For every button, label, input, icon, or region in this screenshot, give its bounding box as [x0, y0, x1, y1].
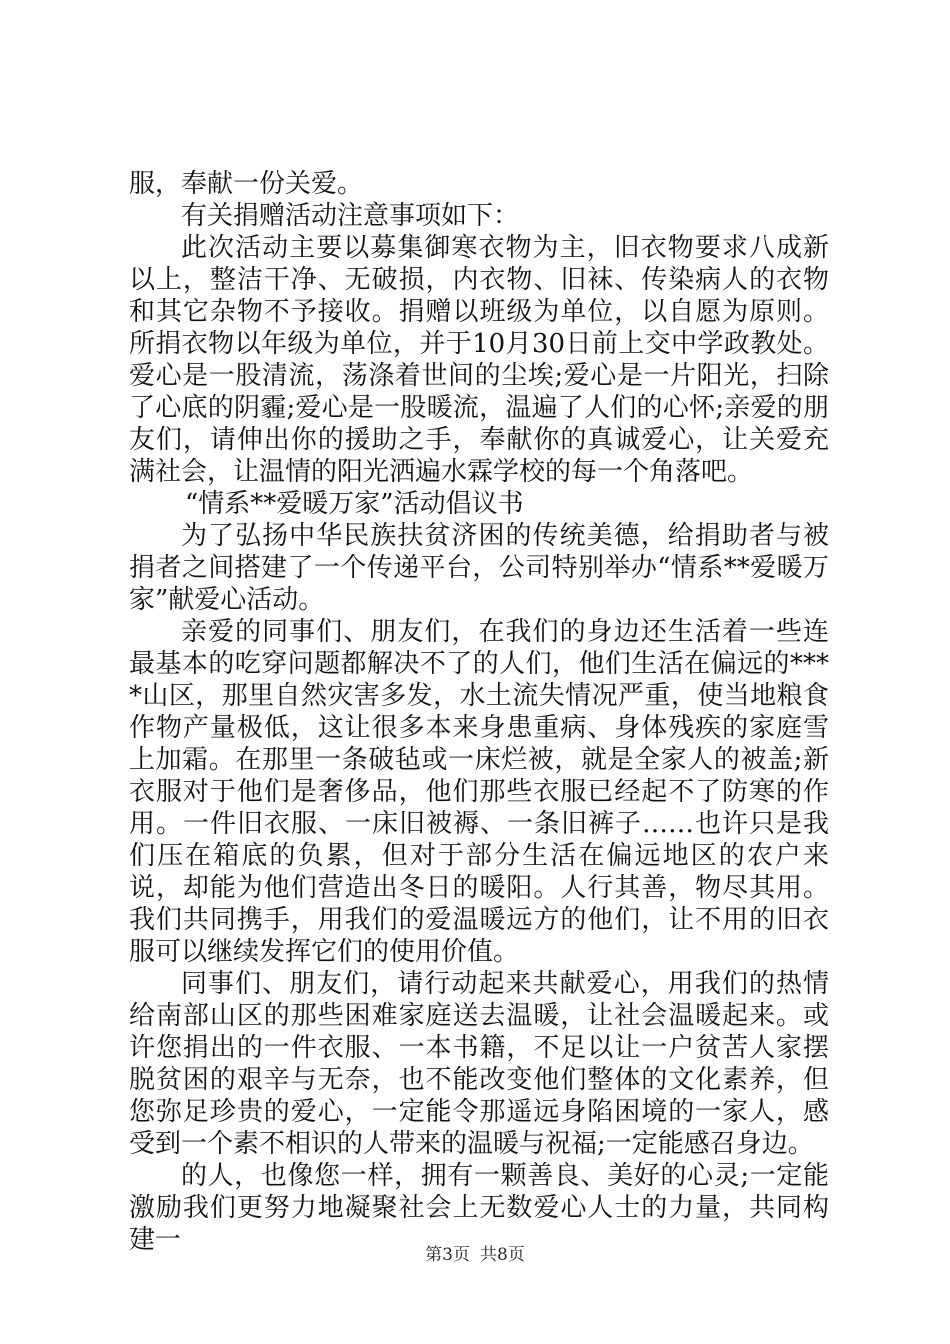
- paragraph-purpose: 为了弘扬中华民族扶贫济困的传统美德，给捐助者与被捐者之间搭建了一个传递平台，公司特别举办“情系**爱暖万家”献爱心活动。: [129, 521, 829, 615]
- page-total: 共8页: [480, 1245, 525, 1265]
- paragraph-closing: 的人，也像您一样，拥有一颗善良、美好的心灵;一定能激励我们更努力地凝聚社会上无数爱心人士的力量，共同构建一: [129, 1161, 829, 1255]
- paragraph-appeal: 亲爱的同事们、朋友们，在我们的身边还生活着一些连最基本的吃穿问题都解决不了的人们，他们生活在偏远的****山区，那里自然灾害多发，水土流失情况严重，使当地粮食作物产量极低，这让很多本来身患重病、身体残疾的家庭雪上加霜。在那里一条破毡或一床烂被，就是全家人的被盖;新衣服对于他们是奢侈品，他们那些衣服已经起不了防寒的作用。一件旧衣服、一床旧被褥、一条旧裤子……也许只是我们压在箱底的负累，但对于部分生活在偏远地区的农户来说，却能为他们营造出冬日的暖阳。人行其善，物尽其用。我们共同携手，用我们的爱温暖远方的他们，让不用的旧衣服可以继续发挥它们的使用价值。: [129, 617, 829, 967]
- paragraph-donation-rules: 此次活动主要以募集御寒衣物为主，旧衣物要求八成新以上，整洁干净、无破损，内衣物、旧袜、传染病人的衣物和其它杂物不予接收。捐赠以班级为单位，以自愿为原则。所捐衣物以年级为单位，并于10月30日前上交中学政教处。爱心是一股清流，荡涤着世间的尘埃;爱心是一片阳光，扫除了心底的阴霾;爱心是一股暖流，温遍了人们的心怀;亲爱的朋友们，请伸出你的援助之手，奉献你的真诚爱心，让关爱充满社会，让温情的阳光洒遍水霖学校的每一个角落吧。: [129, 233, 829, 487]
- paragraph-notes-heading: 有关捐赠活动注意事项如下：: [181, 201, 520, 231]
- page-number: 第3页: [425, 1245, 470, 1265]
- paragraph-call-to-action: 同事们、朋友们，请行动起来共献爱心，用我们的热情给南部山区的那些困难家庭送去温暖，让社会温暖起来。或许您捐出的一件衣服、一本书籍，不足以让一户贫苦人家摆脱贫困的艰辛与无奈，也不能改变他们整体的文化素养，但您弥足珍贵的爱心，一定能令那遥远身陷困境的一家人，感受到一个素不相识的人带来的温暖与祝福;一定能感召身边。: [129, 969, 829, 1159]
- paragraph-continuation: 服，奉献一份关爱。: [129, 169, 364, 199]
- document-body: [129, 168, 829, 1256]
- page-footer: [0, 1245, 950, 1265]
- proposal-title: “情系**爱暖万家”活动倡议书: [185, 489, 524, 519]
